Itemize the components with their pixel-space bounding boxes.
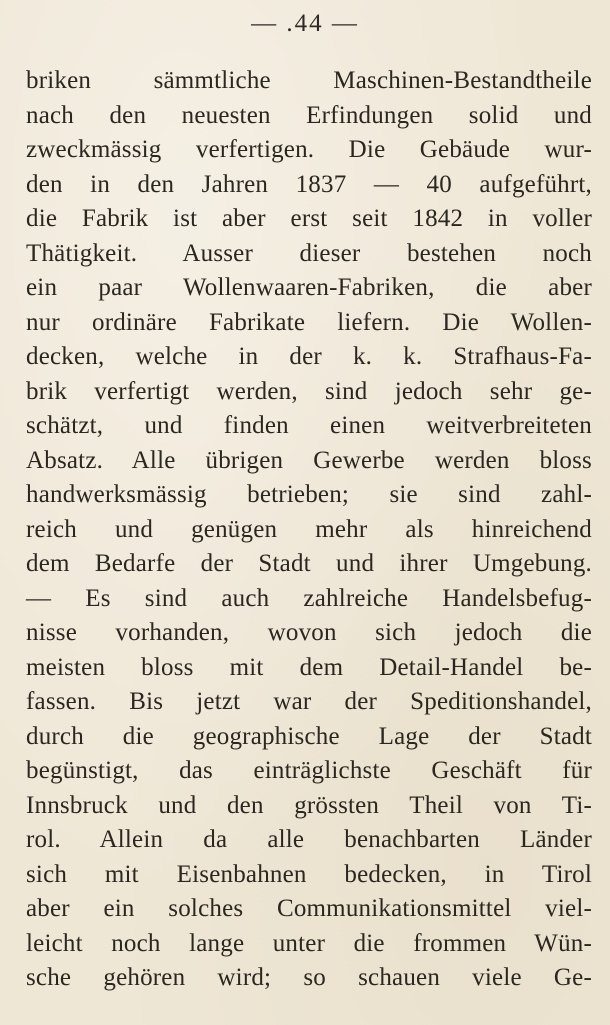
text-line: Absatz. Alle übrigen Gewerbe werden bloss: [26, 446, 592, 474]
text-line: nach den neuesten Erfindungen solid und: [26, 101, 592, 129]
text-line: leicht noch lange unter die frommen Wün-: [26, 929, 592, 957]
text-line: durch die geographische Lage der Stadt: [26, 722, 592, 750]
text-line: zweckmässig verfertigen. Die Gebäude wur-: [26, 136, 592, 163]
text-line: dem Bedarfe der Stadt und ihrer Umgebung.: [26, 550, 592, 577]
text-line: aber ein solches Communikationsmittel viel-: [26, 895, 592, 922]
text-line: brik verfertigt werden, sind jedoch sehr ge-: [26, 377, 592, 405]
text-line: fassen. Bis jetzt war der Speditionshandel,: [26, 688, 592, 715]
body-text: [26, 64, 592, 996]
text-line: begünstigt, das einträglichste Geschäft für: [26, 757, 592, 784]
text-line: ein paar Wollenwaaren-Fabriken, die aber: [26, 274, 592, 301]
text-line: handwerksmässig betrieben; sie sind zahl-: [26, 481, 592, 508]
text-line: sche gehören wird; so schauen viele Ge-: [26, 964, 592, 991]
text-line: meisten bloss mit dem Detail-Handel be-: [26, 653, 592, 681]
text-line: die Fabrik ist aber erst seit 1842 in voller: [26, 205, 592, 232]
text-line: nur ordinäre Fabrikate liefern. Die Wollen-: [26, 308, 592, 336]
text-line: Innsbruck und den grössten Theil von Ti-: [26, 791, 592, 819]
text-line: decken, welche in der k. k. Strafhaus-Fa-: [26, 343, 592, 370]
text-line: sich mit Eisenbahnen bedecken, in Tirol: [26, 860, 592, 888]
text-line: Thätigkeit. Ausser dieser bestehen noch: [26, 239, 592, 267]
text-line: — Es sind auch zahlreiche Handelsbefug-: [26, 584, 592, 612]
text-line: schätzt, und finden einen weitverbreiteten: [26, 412, 592, 439]
page-number-header: — .44 —: [251, 10, 359, 37]
text-line: reich und genügen mehr als hinreichend: [26, 515, 592, 543]
text-line: rol. Allein da alle benachbarten Länder: [26, 826, 592, 853]
text-line: den in den Jahren 1837 — 40 aufgeführt,: [26, 170, 592, 198]
text-line: briken sämmtliche Maschinen-Bestandtheile: [26, 67, 592, 94]
text-line: nisse vorhanden, wovon sich jedoch die: [26, 619, 592, 646]
